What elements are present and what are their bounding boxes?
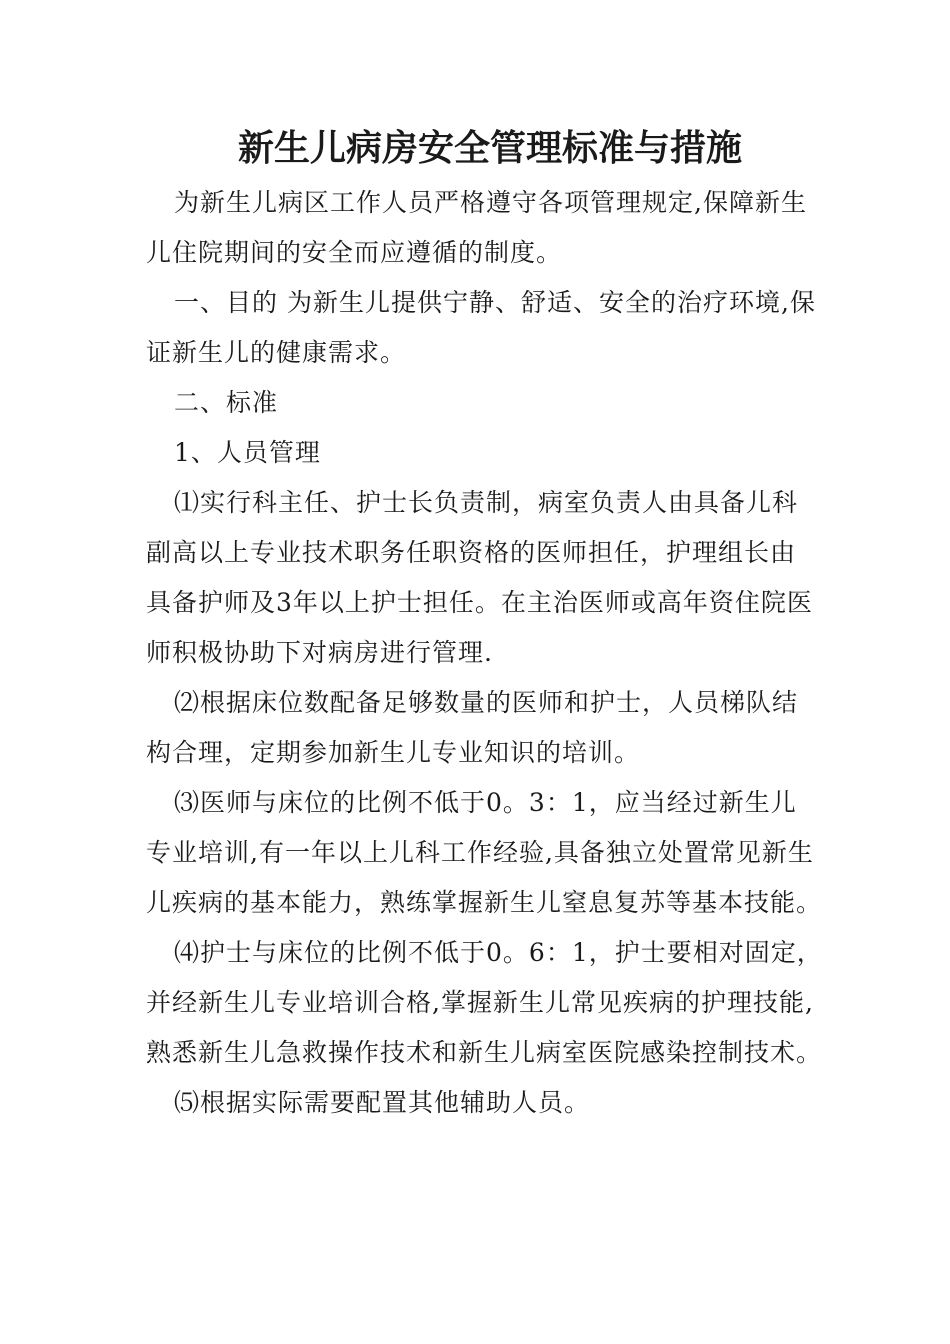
list-item-4	[146, 928, 823, 1078]
list-item-1	[146, 478, 813, 678]
document-title: 新生儿病房安全管理标准与措施	[237, 127, 742, 169]
list-item-2	[146, 678, 808, 778]
text-line: 熟悉新生儿急救操作技术和新生儿病室医院感染控制技术。	[146, 1038, 823, 1067]
list-item-3	[146, 778, 823, 928]
list-item-5	[146, 1078, 808, 1128]
text-line: 专业培训,有一年以上儿科工作经验,具备独立处置常见新生	[146, 838, 814, 867]
text-line: ⑸根据实际需要配置其他辅助人员。	[174, 1088, 591, 1117]
text-line: 构合理，定期参加新生儿专业知识的培训。	[146, 738, 641, 767]
paragraph-purpose	[146, 278, 816, 378]
text-line: 副高以上专业技术职务任职资格的医师担任，护理组长由	[146, 538, 797, 567]
text-line: 1、人员管理	[174, 438, 321, 467]
section-heading-standards	[146, 378, 808, 428]
text-line: ⑵根据床位数配备足够数量的医师和护士，人员梯队结	[174, 688, 799, 717]
text-line: 儿疾病的基本能力，熟练掌握新生儿窒息复苏等基本技能。	[146, 888, 823, 917]
text-line: 二、标准	[174, 388, 279, 417]
text-line: 为新生儿病区工作人员严格遵守各项管理规定,保障新生	[174, 188, 807, 217]
text-line: 具备护师及3年以上护士担任。在主治医师或高年资住院医	[146, 588, 813, 617]
text-line: 一、目的 为新生儿提供宁静、舒适、安全的治疗环境,保	[174, 288, 816, 317]
document-body	[146, 178, 823, 1128]
text-line: 证新生儿的健康需求。	[146, 338, 407, 367]
text-line: ⑶医师与床位的比例不低于0。3：1，应当经过新生儿	[174, 788, 797, 817]
text-line: ⑷护士与床位的比例不低于0。6：1，护士要相对固定，	[174, 938, 823, 967]
text-line: ⑴实行科主任、护士长负责制，病室负责人由具备儿科	[174, 488, 799, 517]
text-line: 儿住院期间的安全而应遵循的制度。	[146, 238, 563, 267]
subsection-heading-personnel	[146, 428, 808, 478]
text-line: 并经新生儿专业培训合格,掌握新生儿常见疾病的护理技能,	[146, 988, 814, 1017]
text-line: 师积极协助下对病房进行管理.	[146, 638, 493, 667]
paragraph-intro	[146, 178, 808, 278]
